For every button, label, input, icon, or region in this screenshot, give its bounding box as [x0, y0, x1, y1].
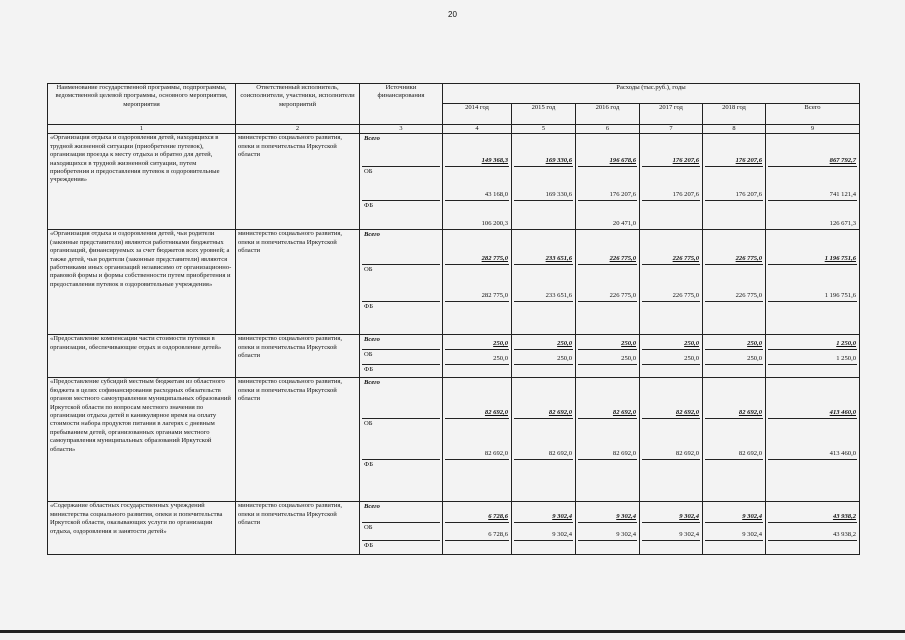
amount-total-value: 250,0 — [557, 339, 572, 347]
amount-total-value: 196 678,6 — [609, 156, 636, 164]
amount-total-value: 250,0 — [621, 339, 636, 347]
column-number: 4 — [443, 125, 512, 134]
amount-total-value: 82 692,0 — [548, 408, 572, 416]
year-amount-cell — [443, 378, 512, 502]
year-amount-cell — [512, 502, 576, 555]
amount-value: 6 728,6 — [488, 530, 508, 538]
header-expenses: Расходы (тыс.руб.), годы — [443, 84, 860, 104]
year-amount-cell — [703, 230, 766, 335]
funding-source-label: ФБ — [364, 542, 373, 550]
measure-name: «Предоставление субсидий местным бюджетам из областного бюджета в целях софинансирования расходных обязательств органов местного самоуправления муниципальных образований Иркутской области по вопросам местного значения по организации отдыха детей в каникулярное время на оплату стоимости набора продуктов питания в лагерях с дневным пребыванием детей, организованных органами местного самоуправления муниципальных образований Иркутской области» — [48, 378, 236, 502]
responsible-executor: министерство социального развития, опеки и попечительства Иркутской области — [236, 335, 360, 378]
year-amount-cell — [576, 502, 640, 555]
amount-total-value: 867 792,7 — [829, 156, 857, 164]
amount-value: 233 651,6 — [545, 291, 572, 299]
amount-total-value: 250,0 — [747, 339, 762, 347]
year-amount-cell — [703, 502, 766, 555]
column-number: 1 — [48, 125, 236, 134]
amount-total-value: 6 728,6 — [488, 512, 508, 520]
year-amount-cell — [703, 335, 766, 378]
amount-value: 43 168,0 — [484, 190, 508, 198]
header-year: 2014 год — [443, 104, 512, 125]
column-number: 3 — [360, 125, 443, 134]
amount-value: 250,0 — [557, 354, 572, 362]
funding-table — [47, 83, 860, 555]
amount-value: 126 671,3 — [829, 219, 857, 227]
year-amount-cell — [703, 134, 766, 230]
year-amount-cell — [512, 230, 576, 335]
header-year: 2016 год — [576, 104, 640, 125]
amount-value: 250,0 — [493, 354, 508, 362]
column-number: 8 — [703, 125, 766, 134]
amount-value: 176 207,6 — [735, 190, 762, 198]
total-amount-cell — [766, 378, 860, 502]
total-amount-cell — [766, 502, 860, 555]
amount-value: 226 775,0 — [672, 291, 699, 299]
funding-source-label: ОБ — [364, 351, 373, 359]
funding-sources-cell — [360, 502, 443, 555]
total-amount-cell — [766, 335, 860, 378]
responsible-executor: министерство социального развития, опеки и попечительства Иркутской области — [236, 502, 360, 555]
funding-source-label: Всего — [364, 503, 380, 511]
measure-name: «Предоставление компенсации части стоимости путевки в организации, обеспечивающие отдых и оздоровление детей» — [48, 335, 236, 378]
year-amount-cell — [576, 335, 640, 378]
amount-total-value: 176 207,6 — [735, 156, 762, 164]
funding-source-label: Всего — [364, 379, 380, 387]
amount-total-value: 1 196 751,6 — [824, 254, 857, 262]
amount-total-value: 176 207,6 — [672, 156, 699, 164]
funding-sources-cell — [360, 134, 443, 230]
amount-total-value: 149 368,3 — [481, 156, 508, 164]
amount-total-value: 43 938,2 — [832, 512, 857, 520]
amount-total-value: 282 775,0 — [481, 254, 508, 262]
amount-value: 226 775,0 — [735, 291, 762, 299]
measure-name: «Организация отдыха и оздоровления детей, находящихся в трудной жизненной ситуации (приобретение путевок), организация проезда к месту отдыха и обратно для детей, находящихся в трудной жизненной ситуации, путем приобретения и предоставления путевок в оздоровительные учреждения» — [48, 134, 236, 230]
year-amount-cell — [640, 378, 703, 502]
amount-value: 9 302,4 — [552, 530, 572, 538]
measure-name: «Организация отдыха и оздоровления детей, чьи родители (законные представители) являются работниками бюджетных организаций, финансируемых за счет бюджетов всех уровней; а также детей, чьи родители (законные представители) являются работниками иных организаций независимо от организационно-правовой формы и формы собственности путем приобретения и предоставления путевок в оздоровительные учреждения» — [48, 230, 236, 335]
amount-value: 82 692,0 — [548, 449, 572, 457]
amount-value: 1 196 751,6 — [824, 291, 857, 299]
funding-source-label: ФБ — [364, 303, 373, 311]
funding-source-label: ФБ — [364, 202, 373, 210]
total-amount-cell — [766, 134, 860, 230]
year-amount-cell — [576, 230, 640, 335]
funding-sources-cell — [360, 335, 443, 378]
header-total: Всего — [766, 104, 860, 125]
year-amount-cell — [640, 134, 703, 230]
funding-source-label: ФБ — [364, 461, 373, 469]
amount-total-value: 413 460,0 — [829, 408, 857, 416]
amount-value: 226 775,0 — [609, 291, 636, 299]
amount-value: 1 250,0 — [836, 354, 857, 362]
column-number: 6 — [576, 125, 640, 134]
year-amount-cell — [443, 134, 512, 230]
funding-source-label: ФБ — [364, 366, 373, 374]
column-number: 7 — [640, 125, 703, 134]
amount-value: 282 775,0 — [481, 291, 508, 299]
funding-source-label: ОБ — [364, 266, 373, 274]
table-row — [48, 378, 860, 502]
funding-source-label: ОБ — [364, 524, 373, 532]
amount-total-value: 82 692,0 — [738, 408, 762, 416]
responsible-executor: министерство социального развития, опеки и попечительства Иркутской области — [236, 134, 360, 230]
header-executor: Ответственный исполнитель, соисполнители, участники, исполнители мероприятий — [236, 84, 360, 125]
year-amount-cell — [512, 134, 576, 230]
amount-value: 43 938,2 — [832, 530, 857, 538]
measure-name: «Содержание областных государственных учреждений министерства социального развития, опеки и попечительства Иркутской области, оказывающих услуги по организации отдыха, оздоровления и занятости детей» — [48, 502, 236, 555]
funding-sources-cell — [360, 230, 443, 335]
year-amount-cell — [640, 230, 703, 335]
column-number: 5 — [512, 125, 576, 134]
amount-value: 20 471,0 — [612, 219, 636, 227]
year-amount-cell — [443, 230, 512, 335]
amount-total-value: 233 651,6 — [545, 254, 572, 262]
amount-total-value: 82 692,0 — [675, 408, 699, 416]
column-number: 2 — [236, 125, 360, 134]
amount-value: 82 692,0 — [738, 449, 762, 457]
amount-value: 106 200,3 — [481, 219, 508, 227]
header-year: 2015 год — [512, 104, 576, 125]
table-row — [48, 230, 860, 335]
amount-total-value: 250,0 — [684, 339, 699, 347]
amount-value: 82 692,0 — [675, 449, 699, 457]
page-number: 20 — [448, 10, 457, 19]
amount-value: 250,0 — [684, 354, 699, 362]
amount-value: 169 330,6 — [545, 190, 572, 198]
funding-source-label: Всего — [364, 231, 380, 239]
amount-value: 250,0 — [747, 354, 762, 362]
amount-total-value: 9 302,4 — [742, 512, 762, 520]
year-amount-cell — [640, 335, 703, 378]
year-amount-cell — [443, 335, 512, 378]
amount-value: 741 121,4 — [829, 190, 857, 198]
amount-value: 9 302,4 — [679, 530, 699, 538]
amount-value: 413 460,0 — [829, 449, 857, 457]
amount-total-value: 9 302,4 — [616, 512, 636, 520]
amount-value: 9 302,4 — [616, 530, 636, 538]
amount-value: 82 692,0 — [484, 449, 508, 457]
table-row — [48, 335, 860, 378]
year-amount-cell — [512, 378, 576, 502]
year-amount-cell — [512, 335, 576, 378]
header-year: 2017 год — [640, 104, 703, 125]
funding-source-label: Всего — [364, 135, 380, 143]
funding-source-label: ОБ — [364, 420, 373, 428]
column-number: 9 — [766, 125, 860, 134]
header-program-name: Наименование государственной программы, подпрограммы, ведомственной целевой программы, основного мероприятия, мероприятия — [48, 84, 236, 125]
header-funding-source: Источники финансирования — [360, 84, 443, 125]
amount-value: 176 207,6 — [672, 190, 699, 198]
amount-value: 250,0 — [621, 354, 636, 362]
header-year: 2018 год — [703, 104, 766, 125]
amount-total-value: 250,0 — [493, 339, 508, 347]
year-amount-cell — [576, 378, 640, 502]
year-amount-cell — [443, 502, 512, 555]
table-row — [48, 134, 860, 230]
amount-total-value: 82 692,0 — [484, 408, 508, 416]
page-bottom-border — [0, 630, 905, 633]
amount-value: 176 207,6 — [609, 190, 636, 198]
year-amount-cell — [703, 378, 766, 502]
funding-source-label: Всего — [364, 336, 380, 344]
amount-total-value: 226 775,0 — [609, 254, 636, 262]
table-row — [48, 502, 860, 555]
year-amount-cell — [640, 502, 703, 555]
amount-total-value: 1 250,0 — [836, 339, 857, 347]
responsible-executor: министерство социального развития, опеки и попечительства Иркутской области — [236, 230, 360, 335]
amount-total-value: 226 775,0 — [735, 254, 762, 262]
amount-total-value: 9 302,4 — [679, 512, 699, 520]
total-amount-cell — [766, 230, 860, 335]
amount-total-value: 226 775,0 — [672, 254, 699, 262]
funding-sources-cell — [360, 378, 443, 502]
amount-total-value: 169 330,6 — [545, 156, 572, 164]
responsible-executor: министерство социального развития, опеки и попечительства Иркутской области — [236, 378, 360, 502]
year-amount-cell — [576, 134, 640, 230]
funding-source-label: ОБ — [364, 168, 373, 176]
amount-total-value: 82 692,0 — [612, 408, 636, 416]
amount-value: 82 692,0 — [612, 449, 636, 457]
amount-value: 9 302,4 — [742, 530, 762, 538]
amount-total-value: 9 302,4 — [552, 512, 572, 520]
